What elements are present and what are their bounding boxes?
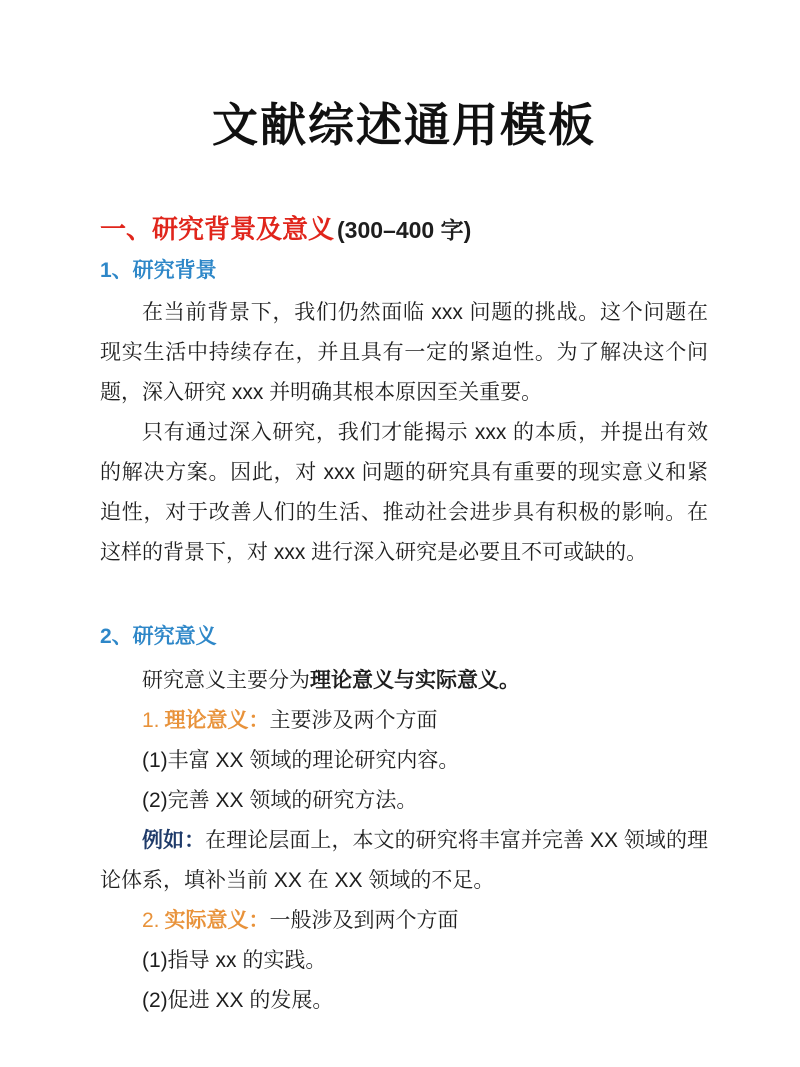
- significance-intro-line: [100, 661, 708, 701]
- theoretical-point-line: (2)完善 XX 领域的研究方法。: [142, 789, 418, 812]
- section-1-heading-text: 一、研究背景及意义: [100, 214, 335, 244]
- theoretical-point-line: (1)丰富 XX 领域的理论研究内容。: [142, 749, 460, 772]
- document-title: 文献综述通用模板: [212, 99, 596, 151]
- example-label: 例如：: [142, 829, 206, 852]
- background-paragraph: 只有通过深入研究，我们才能揭示 xxx 的本质，并提出有效的解决方案。因此，对 xxx 问题的研究具有重要的现实意义和紧迫性，对于改善人们的生活、推动社会进步具有积极的影响。在这样的背景下，对 xxx 进行深入研究是必要且不可或缺的。: [100, 421, 708, 564]
- theoretical-item-desc: 主要涉及两个方面: [269, 709, 438, 732]
- theoretical-item-label: 理论意义：: [164, 709, 270, 732]
- subsection-research-background-heading: 1、研究背景: [100, 259, 217, 282]
- practical-significance-item-line: [100, 901, 708, 941]
- subsection-research-significance-heading: 2、研究意义: [100, 625, 217, 648]
- example-text: 在理论层面上，本文的研究将丰富并完善 XX 领域的理论体系，填补当前 XX 在 XX 领域的不足。: [100, 829, 708, 892]
- practical-item-label: 实际意义：: [164, 909, 270, 932]
- practical-item-desc: 一般涉及到两个方面: [269, 909, 459, 932]
- significance-intro-normal-text: 研究意义主要分为: [142, 669, 310, 692]
- significance-intro-bold-text: 理论意义与实际意义。: [310, 669, 520, 692]
- document-content: [0, 96, 800, 1021]
- background-paragraph: 在当前背景下，我们仍然面临 xxx 问题的挑战。这个问题在现实生活中持续存在，并且具有一定的紧迫性。为了解决这个问题，深入研究 xxx 并明确其根本原因至关重要。: [100, 301, 708, 404]
- practical-item-marker: 2.: [142, 909, 160, 932]
- theoretical-significance-item-line: [100, 701, 708, 741]
- practical-point-line: (2)促进 XX 的发展。: [142, 989, 334, 1012]
- practical-point-line: (1)指导 xx 的实践。: [142, 949, 327, 972]
- section-1-word-count: (300–400 字): [337, 217, 472, 243]
- section-1-heading: [100, 212, 708, 247]
- theoretical-example-paragraph: [100, 821, 708, 901]
- theoretical-item-marker: 1.: [142, 709, 160, 732]
